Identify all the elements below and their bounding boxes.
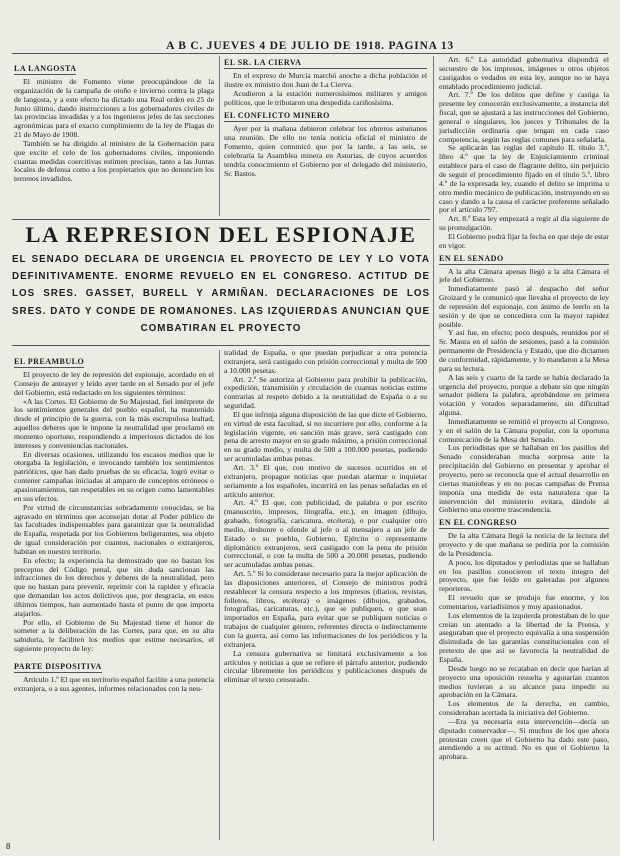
section-heading: EN EL CONGRESO xyxy=(439,518,609,529)
article-la-langosta xyxy=(14,56,214,218)
paragraph: Se aplicarán las reglas del capítulo II, título 3.º, libro 4.º que la ley de Enjuiciamiento criminal establece para el caso de flagrante delito, sin perjuicio de seguir el procedimiento fijado en el título 5.º, libro 4.º de la expresada ley, cuando el delito se imprima u otro medio mecánico de publicación, instruyendo en su caso y dando a la causa el carácter preferente señalado por el artículo 797. xyxy=(439,143,609,215)
paragraph: La censura gubernativa se limitará exclusivamente a los artículos y noticias a que se refiere el párrafo anterior, pudiendo circular libremente los periódicos y publicaciones después de eliminar el texto censurado. xyxy=(224,648,427,685)
section-heading: PARTE DISPOSITIVA xyxy=(14,662,102,671)
paragraph: Inmediatamente se remitió el proyecto al Congreso, y en el salón de la Cámara popular, con la oportuna comunicación de la Mesa del Senado. xyxy=(439,416,609,444)
paragraph: A la alta Cámara apenas llegó a la alta Cámara el jefe del Gobierno. xyxy=(439,266,609,285)
paragraph: El Gobierno podrá fijar la fecha en que deje de estar en vigor. xyxy=(439,231,609,250)
article-right-column xyxy=(439,56,609,841)
paragraph: El ministro de Fomento viene preocupándose de la organización de la campaña de otoño e invierno contra la plaga de langosta, y a este efecto ha dictado una Real orden en 25 de Junio último, dando instrucciones a los gobernadores civiles de las provincias invadidas y a los ingenieros jefes de las secciones agronómicas para el exacto cumplimiento de la ley de Plagas de 21 de Mayo de 1908. xyxy=(14,77,214,140)
article-la-cierva xyxy=(224,56,427,218)
column-rule xyxy=(219,56,220,216)
paragraph: En diversas ocasiones, utilizando los escasos medios que le otorgaba la legislación, e invocando también los sentimientos patrióticos, que han dado pruebas de su eficacia, logró evitar o contener campañas iniciadas al amparo de conceptos erróneos o apasionamientos, tan respetables en su origen como lamentables en sus efectos. xyxy=(14,449,214,503)
column-rule xyxy=(433,56,434,841)
section-heading: EN EL SENADO xyxy=(439,254,609,265)
paragraph: Art. 3.º El que, con motivo de sucesos ocurridos en el extranjero, propague noticias que puedan alarmar o inquietar seriamente a los españoles, incurrirá en las penas señaladas en el artículo anterior. xyxy=(224,462,427,499)
section-heading: EL CONFLICTO MINERO xyxy=(224,111,427,122)
paragraph: Art. 4.º El que, con publicidad, de palabra o por escrito (manuscrito, impresos, litografía, etc.), en imagen (dibujo, grabado, fotografía, caricatura, etcétera), o por cualquier otro medio, deshonre o ofende al jefe o al mensajero a un jefe de Estado o su pueblo, Gobierno, Ejército o representante diplomático extranjeros, será castigado con la pena de prisión correccional, o con la multa de 500 a 20.000 pesetas, pudiendo ser acumuladas ambas penas. xyxy=(224,498,427,570)
headline-deck: EL SENADO DECLARA DE URGENCIA EL PROYECTO DE LEY Y LO VOTA DEFINITIVAMENTE. ENORME REVUELO EN EL CONGRESO. ACTITUD DE LOS SRES. GASSET, BURELL Y ARMIÑAN. DECLARACIONES DE LOS SRES. DATO Y CONDE DE ROMANONES. LAS IZQUIERDAS ANUNCIAN QUE COMBATIRAN EL PROYECTO xyxy=(12,254,430,334)
headline-bottom-rule xyxy=(12,345,430,346)
paragraph: En efecto; la experiencia ha demostrado que no bastan los preceptos del Código penal, que sin duda sancionan las infracciones de los derechos y deberes de la neutralidad, pero que no bastan para prevenir, reprimir con la rapidez y eficacia que demandan los actos delictivos que, por desgracia, en estos últimos tiempos, han aumentado hasta el punto de que importa atajarlos. xyxy=(14,555,214,618)
paragraph: Art. 8.º Esta ley empezará a regir al día siguiente de su promulgación. xyxy=(439,214,609,233)
paragraph: El que infrinja alguna disposición de las que dicte el Gobierno, en virtud de esta facultad, si no incurriere por ello, conforme a la legislación vigente, en sanción más grave, será castigado con pena de arresto mayor en su grado máximo, a prisión correccional en su grado medio, y multa de 500 a 100.000 pesetas, pudiendo ser acumuladas ambas penas. xyxy=(224,409,427,464)
paragraph: Art. 6.º La autoridad gubernativa dispondrá el secuestro de los impresos, imágenes u otros objetos castigados o vedados en esta ley, aunque no se haya entablado procedimiento judicial. xyxy=(439,56,609,91)
section-heading: LA LANGOSTA xyxy=(14,64,77,73)
paragraph: A las seis y cuarto de la tarde se había declarado la urgencia del proyecto, porque a debate sin que ningún senador pidiera la palabra, aprobándose en primera votación y votados separadamente, sin dificultad alguna. xyxy=(439,372,609,418)
paragraph: Art. 7.º De los delitos que define y castiga la presente ley conocerán exclusivamente, a instancia del fiscal, que se ajustará a las instrucciones del Gobierno, general o singulares, los jueces y Tribunales de la jurisdicción ordinaria que tengan en cada caso competencia, según las reglas comunes para señalarla. xyxy=(439,90,609,144)
corner-mark: 8 xyxy=(6,842,11,851)
section-heading: EL SR. LA CIERVA xyxy=(224,58,427,69)
paragraph: Acudieron a la estación numerosísimos militares y amigos políticos, que le tributaron una despedida cariñosísima. xyxy=(224,88,427,107)
running-head: A B C. JUEVES 4 DE JULIO DE 1918. PAGINA 13 xyxy=(166,40,454,52)
paragraph: El revuelo que se produjo fue enorme, y los comentarios, variadísimos y muy apasionados. xyxy=(439,593,609,611)
paragraph: De la alta Cámara llegó la noticia de la lectura del proyecto y de que mañana se pediría por la comisión de la Presidencia. xyxy=(439,531,609,558)
paragraph: Los elementos de la izquierda protestaban de lo que creían un atentado a la libertad de la Prensa, y aseguraban que el proyecto equivalía a una suspensión disimulada de las garantías constitucionales con el pretexto de que así se favorecía la neutralidad de España. xyxy=(439,610,609,664)
paragraph: Desde luego no se recataban en decir que harían al proyecto una oposición resuelta y agotarían cuantos medios tuvieran a su alcance para impedir su aprobación en la Cámara. xyxy=(439,663,609,700)
paragraph: —Era ya necesaria esta intervención—decía un diputado conservador—. Si muchos de los que ahora protestan creen que el Gobierno ha dado este paso, atendiendo a su actitud. No es que el Gobierno la aprobara. xyxy=(439,716,609,762)
paragraph: En el expreso de Murcia marchó anoche a dicha población el ilustre ex ministro don Juan de La Cierva. xyxy=(224,71,427,89)
paragraph: Artículo 1.º El que en territorio español facilite a una potencia extranjera, o a sus agentes, informes relacionados con la neu- xyxy=(14,675,214,693)
paragraph: Ayer por la mañana debieron celebrar los obreros asturianos una reunión. De ello no tenía noticia oficial el ministro de Fomento, quien comunicó que por la tarde, a las seis, se celebraría la Asamblea minera en Asturias, de cuyos acuerdos tendría conocimiento el Gobierno por el delegado del ministerio, Sr. Bastos. xyxy=(224,124,427,178)
paragraph: Por ello, el Gobierno de Su Majestad tiene el honor de someter a la deliberación de las Cortes, para que, en su alta sabiduría, le faciliten los medios que estime necesarios, el siguiente proyecto de ley: xyxy=(14,617,214,654)
article-preambulo xyxy=(14,349,214,841)
paragraph: Por virtud de circunstancias sobradamente conocidas, se ha agravado en términos que aconsejan dotar al Poder público de las facultades indispensables para garantizar que la neutralidad de España, respetada por los Gobiernos beligerantes, sea objeto de igual consideración por cuantos, nacionales o extranjeros, habitan en nuestro territorio. xyxy=(14,502,214,556)
main-headline: LA REPRESION DEL ESPIONAJE xyxy=(25,222,417,247)
paragraph: Los elementos de la derecha, en cambio, consideraban acertada la iniciativa del Gobierno. xyxy=(439,699,609,718)
paragraph: También se ha dirigido al ministro de la Gobernación para que excite el celo de los gobernadores civiles, imponiendo cuantas medidas coercitivas estimen precisas, tanto a las Juntas locales de defensa como a los propietarios que no denuncien los terrenos invadidos. xyxy=(14,138,214,184)
paragraph: Art. 5.º Si lo considerase necesario para la mejor aplicación de las disposiciones anteriores, el Consejo de ministros podrá restablecer la censura respecto a los impresos (diarios, revistas, folletos, libros, etcétera) o imágenes (dibujos, grabados, fotografías, caricaturas, etc.), que se publiquen, o que sean importados en España, para evitar que se publiquen noticias o trabajos de cualquier género, referentes directa o indirectamente con la guerra, así como las informaciones de los periódicos y la extranjera. xyxy=(224,569,427,649)
headline-top-rule xyxy=(12,219,430,220)
paragraph: «A las Cortes. El Gobierno de Su Majestad, fiel intérprete de los sentimientos generales del pueblo español, ha mantenido desde el principio de la guerra, con la más escrupulosa lealtad, aquellos deberes que le impone la neutralidad que proclamó en momento oportuno, respondiendo a imperiosos dictados de los intereses y conveniencias nacionales. xyxy=(14,396,214,450)
paragraph: El proyecto de ley de represión del espionaje, acordado en el Consejo de anteayer y leído ayer tarde en el Senado por el jefe del Gobierno, está redactado en los siguientes términos: xyxy=(14,370,214,397)
header-rule xyxy=(12,53,608,54)
column-rule xyxy=(219,350,220,840)
paragraph: Y así fue, en efecto; poco después, reunidos por el Sr. Maura en el salón de sesiones, pasó a la comisión permanente de Presidencia y Estado, que dio dictamen de conformidad, rápidamente, y lo mandaron a la Mesa para su lectura. xyxy=(439,328,609,373)
paragraph: Inmediatamente pasó al despacho del señor Groizard y le comunicó que llevaba el proyecto de ley de represión del espionaje, con ánimo de leerlo en la sesión y de que se concediera con la mayor rapidez posible. xyxy=(439,284,609,329)
article-articulado xyxy=(224,349,427,841)
section-heading: EL PREAMBULO xyxy=(14,357,85,366)
paragraph: A poco, los diputados y periodistas que se hallaban en los pasillos conocieron el texto íntegro del proyecto, que fue leído en galeradas por algunos reporteros. xyxy=(439,557,609,594)
paragraph: Los periodistas que se hallaban en los pasillos del Senado consideraban mucha sorpresa ante la precipitación del Gobierno en presentar y aprobar el proyecto, pero se reconocía que el actual desarrollo en ciertas maniobras y en no pocas campañas de Prensa imponía una medida de esta naturaleza que la intervención del ministerio evitara, dándole al Gobierno una enorme trascendencia. xyxy=(439,443,609,515)
paragraph: Art. 2.º Se autoriza al Gobierno para prohibir la publicación, expedición, transmisión y circulación de cuantas noticias estime contrarias al respeto debido a la neutralidad de España o a su seguridad. xyxy=(224,374,427,411)
paragraph: tralidad de España, o que puedan perjudicar a otra potencia extranjera, será castigado con prisión correccional y multa de 500 a 10.000 pesetas. xyxy=(224,349,427,375)
